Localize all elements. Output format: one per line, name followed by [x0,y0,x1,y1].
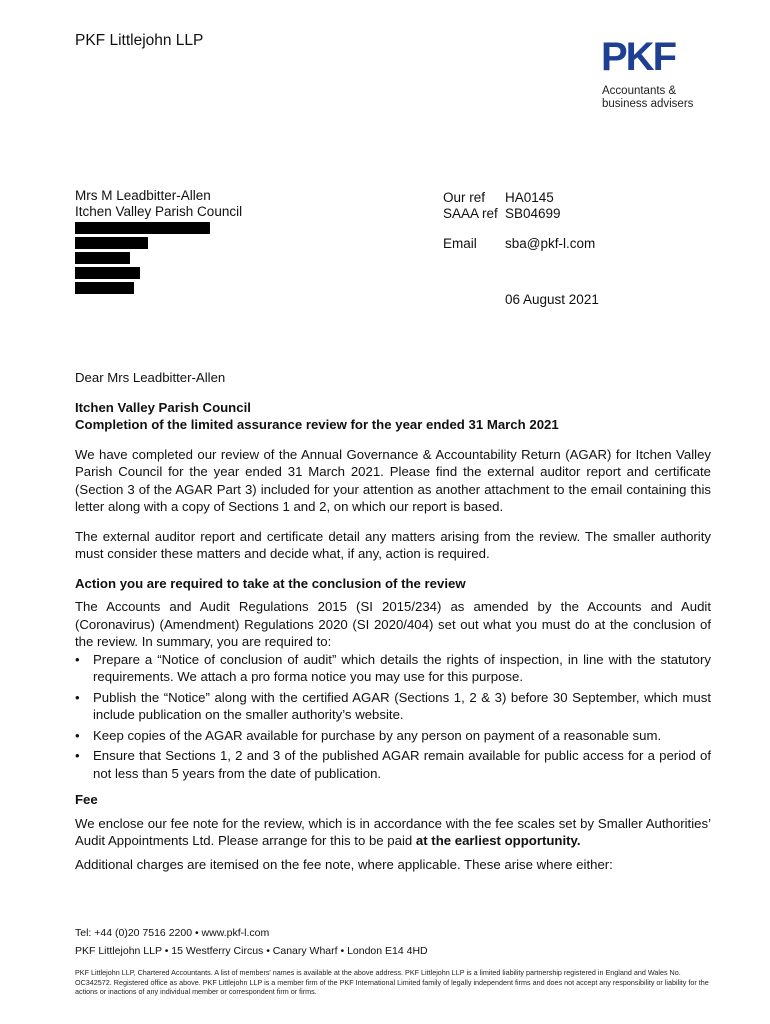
saaa-ref-row [443,206,561,222]
our-ref-value: HA0145 [505,190,554,205]
pkf-logo [601,38,687,79]
footer [75,926,711,997]
pkf-logo-text: PKF [601,38,675,74]
email-row [443,236,595,251]
list-item: • Publish the “Notice” along with the certified AGAR (Sections 1, 2 & 3) before 30 September, which must include publication on the smaller authority’s website. [75,689,711,724]
list-item: • Ensure that Sections 1, 2 and 3 of the published AGAR remain available for public access for a period of not less than 5 years from the date of publication. [75,747,711,782]
recipient-name: Mrs M Leadbitter-Allen [75,188,211,203]
subject-line-1: Itchen Valley Parish Council [75,399,251,415]
footer-contact: Tel: +44 (0)20 7516 2200 • www.pkf-l.com [75,927,270,939]
our-ref-label: Our ref [443,190,486,205]
tagline [602,85,693,111]
redaction-bar [75,237,148,249]
paragraph-additional-charges: Additional charges are itemised on the fee note, where applicable. These arise where either: [75,856,613,872]
paragraph-matters-arising: The external auditor report and certificate detail any matters arising from the review. The smaller authority must consider these matters and decide what, if any, action is required. [75,528,711,561]
reference-block [443,190,561,222]
email-label: Email [443,236,477,251]
tagline-line-1: Accountants & [602,85,677,97]
pkf-logo-mark [601,38,687,74]
requirements-list [75,651,711,783]
saaa-ref-value: SB04699 [505,206,561,221]
our-ref-row [443,190,561,206]
footer-legal: PKF Littlejohn LLP, Chartered Accountants. A list of members' names is available at the above address. PKF Littlejohn LLP is a limited liability partnership registered in England and Wales No. OC342572. Registered office as above. PKF Littlejohn LLP is a member firm of the PKF International Limited family of legally independent firms and does not accept any responsibility or liability for the actions or inactions of any individual member or correspondent firm or firms. [75,968,709,996]
letter-date: 06 August 2021 [505,292,599,307]
paragraph-regulations: The Accounts and Audit Regulations 2015 (SI 2015/234) as amended by the Accounts and Audit (Coronavirus) (Amendment) Regulations 2020 (SI 2020/404) set out what you must do at the conclusion of the review. In summary, you are required to: [75,599,711,649]
saaa-ref-label: SAAA ref [443,206,498,221]
recipient-address [75,188,242,220]
action-heading: Action you are required to take at the conclusion of the review [75,575,466,591]
email-value[interactable]: sba@pkf-l.com [505,236,596,251]
redaction-bar [75,222,210,234]
firm-name: PKF Littlejohn LLP [75,32,204,49]
paragraph-fee [75,815,711,850]
tagline-line-2: business advisers [602,98,694,110]
recipient-organisation: Itchen Valley Parish Council [75,204,243,219]
fee-text: We enclose our fee note for the review, which is in accordance with the fee scales set by Smaller Authorities’ Audit Appointments Ltd. Please arrange for this to be paid [75,815,711,848]
fee-heading: Fee [75,792,98,807]
list-item: • Keep copies of the AGAR available for purchase by any person on payment of a reasonable sum. [75,727,711,745]
redaction-bar [75,252,130,264]
fee-emphasis: at the earliest opportunity. [415,833,581,848]
list-item: • Prepare a “Notice of conclusion of audit” which details the rights of inspection, in line with the statutory requirements. We attach a pro forma notice you may use for this purpose. [75,651,711,686]
redaction-bar [75,267,140,279]
paragraph-review-completed: We have completed our review of the Annual Governance & Accountability Return (AGAR) for Itchen Valley Parish Council for the year ended 31 March 2021. Please find the external auditor report and certificate (Section 3 of the AGAR Part 3) included for your attention as another attachment to the email containing this letter along with a copy of Sections 1 and 2, on which our report is based. [75,446,711,514]
footer-address: PKF Littlejohn LLP • 15 Westferry Circus • Canary Wharf • London E14 4HD [75,945,428,957]
salutation: Dear Mrs Leadbitter-Allen [75,370,226,385]
subject-line-2: Completion of the limited assurance review for the year ended 31 March 2021 [75,417,559,432]
redaction-bar [75,282,134,294]
letter-body [75,369,711,873]
